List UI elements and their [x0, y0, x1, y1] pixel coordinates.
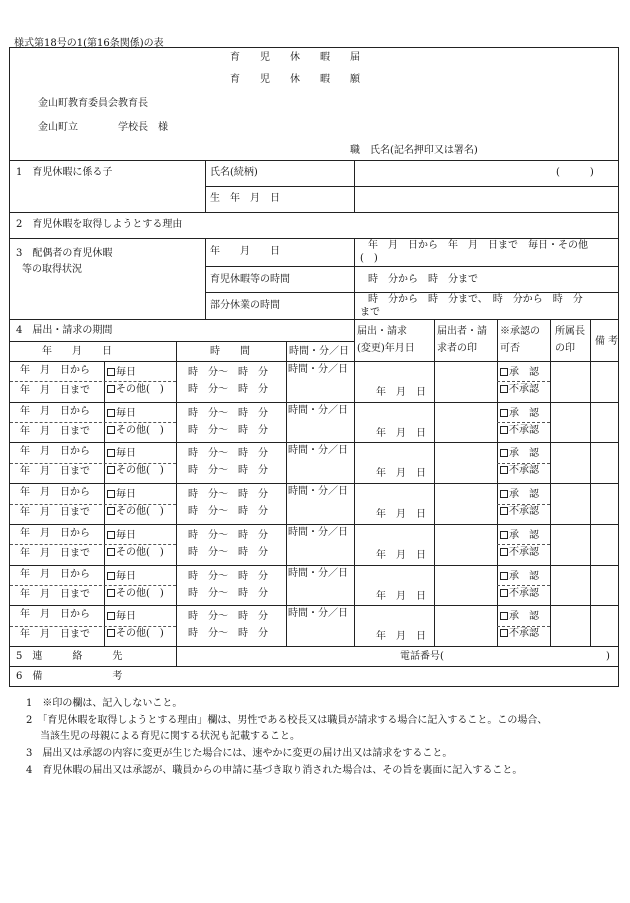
period-row-dashed-right: [497, 381, 550, 382]
option-other-label: その他( ): [116, 506, 164, 518]
note-2-cont: 当該生児の母親による育児に関する状況も記載すること。: [40, 731, 300, 742]
reject-option: [500, 384, 539, 396]
filed-date: 年 月 日: [376, 387, 426, 398]
spouse-date-value-line2: ( ): [360, 253, 378, 264]
approve-option: [500, 448, 539, 460]
option-other-label: その他( ): [116, 628, 164, 640]
checkbox-approve[interactable]: [500, 531, 508, 539]
period-row-dashed-right: [497, 626, 550, 627]
option-daily: [107, 530, 136, 542]
option-other: [107, 425, 164, 437]
col-time-header: 時 間: [210, 346, 250, 357]
section3-label-line1: 3 配偶者の育児休暇: [16, 248, 113, 259]
option-other: [107, 384, 164, 396]
hours-minutes-per-day: 時間・分／日: [288, 486, 348, 498]
period-from: 年 月 日から: [20, 609, 90, 621]
option-daily-label: 毎日: [116, 448, 136, 460]
col-principal-header-1: 所属長: [555, 326, 585, 337]
time-range-1: 時 分～ 時 分: [188, 448, 268, 460]
checkbox-approve[interactable]: [500, 612, 508, 620]
time-range-2: 時 分～ 時 分: [188, 587, 268, 599]
col-principal-header-2: の印: [555, 343, 575, 354]
col-date-header: 年 月 日: [42, 346, 112, 357]
partial-leave-value-line2: まで: [360, 307, 380, 318]
period-row-divider: [10, 605, 618, 606]
note-1: 1 ※印の欄は、記入しないこと。: [26, 698, 183, 709]
checkbox-daily[interactable]: [107, 531, 115, 539]
addressee-line2: 金山町立 学校長 様: [38, 122, 168, 133]
checkbox-reject[interactable]: [500, 385, 508, 393]
section5-label: 5 連 絡 先: [16, 651, 123, 662]
section6-label: 6 備 考: [16, 671, 123, 682]
line-v-top3: [205, 238, 206, 319]
filed-date: 年 月 日: [376, 590, 426, 602]
period-row-dashed: [10, 422, 176, 423]
time-range-1: 時 分～ 時 分: [188, 529, 268, 541]
partial-leave-value-line1: 時 分から 時 分まで、 時 分から 時 分: [368, 294, 583, 305]
applicant-name-label: 職 氏名(記名押印又は署名): [350, 145, 478, 156]
period-to: 年 月 日まで: [20, 547, 90, 559]
partial-leave-label: 部分休業の時間: [210, 300, 280, 311]
option-other-label: その他( ): [116, 587, 164, 599]
checkbox-daily[interactable]: [107, 449, 115, 457]
reject-label: 不承認: [509, 465, 539, 477]
filed-date: 年 月 日: [376, 509, 426, 521]
section1-label: 1 育児休暇に係る子: [16, 167, 113, 178]
approve-label: 承 認: [509, 407, 539, 419]
period-row-divider: [10, 483, 618, 484]
period-to: 年 月 日まで: [20, 507, 90, 519]
line-h7: [10, 319, 618, 320]
reject-label: 不承認: [509, 384, 539, 395]
checkbox-approve[interactable]: [500, 368, 508, 376]
time-range-2: 時 分～ 時 分: [188, 546, 268, 558]
option-daily-label: 毎日: [116, 407, 136, 419]
line-h1: [10, 160, 618, 161]
spouse-date-label: 年 月 日: [210, 246, 280, 257]
checkbox-daily[interactable]: [107, 490, 115, 498]
option-daily-label: 毎日: [116, 570, 136, 582]
col-remarks-header: 備考: [595, 336, 621, 347]
section2-label: 2 育児休暇を取得しようとする理由: [16, 219, 183, 230]
period-from: 年 月 日から: [20, 568, 90, 580]
option-other: [107, 588, 164, 600]
option-other-label: その他( ): [116, 384, 164, 395]
col-filed-header-1: 届出・請求: [357, 326, 407, 337]
checkbox-reject[interactable]: [500, 426, 508, 434]
col-stamp-header-2: 求者の印: [437, 343, 477, 354]
child-relation-paren: ( ): [556, 167, 594, 178]
line-v-top2: [354, 160, 355, 212]
filed-date: 年 月 日: [376, 427, 426, 439]
line-h4: [10, 238, 618, 239]
option-daily: [107, 571, 136, 583]
time-range-2: 時 分～ 時 分: [188, 506, 268, 518]
option-other-label: その他( ): [116, 546, 164, 558]
checkbox-daily[interactable]: [107, 612, 115, 620]
checkbox-approve[interactable]: [500, 572, 508, 580]
checkbox-reject[interactable]: [500, 629, 508, 637]
period-to: 年 月 日まで: [20, 629, 90, 641]
option-daily: [107, 489, 136, 501]
checkbox-reject[interactable]: [500, 507, 508, 515]
approve-label: 承 認: [509, 570, 539, 582]
approve-label: 承 認: [509, 611, 539, 623]
reject-option: [500, 425, 539, 437]
reject-label: 不承認: [509, 424, 539, 436]
approve-option: [500, 611, 539, 623]
hours-minutes-per-day: 時間・分／日: [288, 567, 348, 579]
period-row-divider: [10, 402, 618, 403]
approve-label: 承 認: [509, 367, 539, 378]
phone-label: 電話番号(: [400, 651, 444, 662]
period-row-divider: [10, 442, 618, 443]
hours-minutes-per-day: 時間・分／日: [288, 608, 348, 620]
line-h3: [10, 212, 618, 213]
line-sec6-top: [10, 666, 618, 667]
approve-option: [500, 367, 539, 379]
form-frame: [9, 47, 619, 687]
line-h5: [205, 266, 618, 267]
time-range-1: 時 分～ 時 分: [188, 570, 268, 582]
period-to: 年 月 日まで: [20, 425, 90, 437]
line-sec4-sub: [10, 341, 354, 342]
option-other-label: その他( ): [116, 465, 164, 477]
checkbox-reject[interactable]: [500, 589, 508, 597]
hours-minutes-per-day: 時間・分／日: [288, 404, 348, 416]
section4-label: 4 届出・請求の期間: [16, 325, 113, 336]
option-other: [107, 506, 164, 518]
period-row-dashed-right: [497, 422, 550, 423]
reject-option: [500, 588, 539, 600]
hours-minutes-per-day: 時間・分／日: [288, 364, 348, 375]
col-hm-header: 時間・分／日: [289, 346, 349, 357]
reject-label: 不承認: [509, 587, 539, 599]
line-v-top4: [354, 238, 355, 319]
note-2: 2 「育児休暇を取得しようとする理由」欄は、男性である校長又は職員が請求する場合に記入すること。この場合、: [26, 715, 548, 726]
approve-option: [500, 571, 539, 583]
checkbox-other[interactable]: [107, 548, 115, 556]
col-approval-header-1: ※承認の: [500, 326, 540, 337]
checkbox-daily[interactable]: [107, 572, 115, 580]
period-row-dashed: [10, 585, 176, 586]
filed-date: 年 月 日: [376, 631, 426, 643]
option-daily-label: 毎日: [116, 529, 136, 541]
time-range-1: 時 分～ 時 分: [188, 489, 268, 501]
spouse-date-value-line1: 年 月 日から 年 月 日まで 毎日・その他: [368, 240, 588, 251]
period-row-dashed-right: [497, 585, 550, 586]
time-range-2: 時 分～ 時 分: [188, 424, 268, 436]
col-stamp-header-1: 届出者・請: [437, 326, 487, 337]
checkbox-daily[interactable]: [107, 368, 115, 376]
time-range-1: 時 分～ 時 分: [188, 367, 268, 378]
period-from: 年 月 日から: [20, 527, 90, 539]
note-4: 4 育児休暇の届出又は承認が、職員からの申請に基づき取り消された場合は、その旨を裏面に記入すること。: [26, 765, 523, 776]
period-row-dashed-right: [497, 463, 550, 464]
form-subtitle: 育 児 休 暇 願: [230, 74, 360, 85]
approve-label: 承 認: [509, 489, 539, 501]
line-v-top1: [205, 160, 206, 212]
approve-option: [500, 489, 539, 501]
form-title: 育 児 休 暇 届: [230, 52, 360, 63]
hours-minutes-per-day: 時間・分／日: [288, 526, 348, 538]
addressee-line1: 金山町教育委員会教育長: [38, 98, 148, 109]
period-row-dashed: [10, 504, 176, 505]
option-daily: [107, 408, 136, 420]
approve-option: [500, 408, 539, 420]
option-other: [107, 465, 164, 477]
approve-label: 承 認: [509, 448, 539, 460]
col-approval-header-2: 可否: [500, 343, 520, 354]
option-daily-label: 毎日: [116, 611, 136, 623]
checkbox-other[interactable]: [107, 426, 115, 434]
time-range-1: 時 分～ 時 分: [188, 611, 268, 623]
checkbox-daily[interactable]: [107, 409, 115, 417]
checkbox-other[interactable]: [107, 589, 115, 597]
period-from: 年 月 日から: [20, 487, 90, 499]
spouse-time-value: 時 分から 時 分まで: [368, 274, 478, 285]
checkbox-approve[interactable]: [500, 409, 508, 417]
option-daily: [107, 611, 136, 623]
reject-option: [500, 547, 539, 559]
note-3: 3 届出又は承認の内容に変更が生じた場合には、速やかに変更の届け出又は請求をすること。: [26, 748, 453, 759]
time-range-2: 時 分～ 時 分: [188, 384, 268, 395]
period-from: 年 月 日から: [20, 405, 90, 417]
col-line-3: [286, 341, 287, 646]
checkbox-other[interactable]: [107, 466, 115, 474]
approve-label: 承 認: [509, 529, 539, 541]
period-row-divider: [10, 565, 618, 566]
period-from: 年 月 日から: [20, 446, 90, 458]
line-h6: [205, 292, 618, 293]
spouse-time-label: 育児休暇等の時間: [210, 274, 290, 285]
period-row-dashed-right: [497, 544, 550, 545]
col-filed-header-2: (変更)年月日: [357, 343, 415, 354]
period-to: 年 月 日まで: [20, 588, 90, 600]
checkbox-reject[interactable]: [500, 548, 508, 556]
period-row-dashed-right: [497, 504, 550, 505]
period-row-dashed: [10, 544, 176, 545]
option-daily: [107, 367, 136, 379]
reject-option: [500, 465, 539, 477]
col-line-2: [176, 341, 177, 646]
time-range-1: 時 分～ 時 分: [188, 407, 268, 419]
time-range-2: 時 分～ 時 分: [188, 628, 268, 640]
checkbox-approve[interactable]: [500, 449, 508, 457]
phone-close-paren: ): [606, 651, 610, 662]
period-row-dashed: [10, 626, 176, 627]
line-sec4-header-bottom: [10, 361, 618, 362]
option-other: [107, 547, 164, 559]
child-name-label: 氏名(続柄): [210, 167, 258, 178]
period-row-divider: [10, 524, 618, 525]
filed-date: 年 月 日: [376, 549, 426, 561]
period-row-dashed: [10, 463, 176, 464]
line-sec5-top: [10, 646, 618, 647]
time-range-2: 時 分～ 時 分: [188, 465, 268, 477]
option-daily: [107, 448, 136, 460]
reject-option: [500, 506, 539, 518]
hours-minutes-per-day: 時間・分／日: [288, 445, 348, 457]
option-daily-label: 毎日: [116, 489, 136, 501]
checkbox-other[interactable]: [107, 385, 115, 393]
checkbox-other[interactable]: [107, 629, 115, 637]
period-from: 年 月 日から: [20, 365, 90, 376]
period-row-dashed: [10, 381, 176, 382]
form-number: 様式第18号の1(第16条関係)の表: [14, 38, 164, 49]
section3-label-line2: 等の取得状況: [22, 264, 82, 275]
filed-date: 年 月 日: [376, 468, 426, 480]
period-to: 年 月 日まで: [20, 466, 90, 478]
period-to: 年 月 日まで: [20, 385, 90, 396]
line-h2: [205, 186, 618, 187]
option-daily-label: 毎日: [116, 367, 136, 378]
reject-label: 不承認: [509, 546, 539, 558]
reject-option: [500, 628, 539, 640]
reject-label: 不承認: [509, 628, 539, 640]
line-sec5-divider: [176, 646, 177, 666]
option-other: [107, 628, 164, 640]
child-dob-label: 生 年 月 日: [210, 193, 280, 204]
checkbox-reject[interactable]: [500, 466, 508, 474]
reject-label: 不承認: [509, 506, 539, 518]
option-other-label: その他( ): [116, 424, 164, 436]
checkbox-other[interactable]: [107, 507, 115, 515]
approve-option: [500, 530, 539, 542]
checkbox-approve[interactable]: [500, 490, 508, 498]
